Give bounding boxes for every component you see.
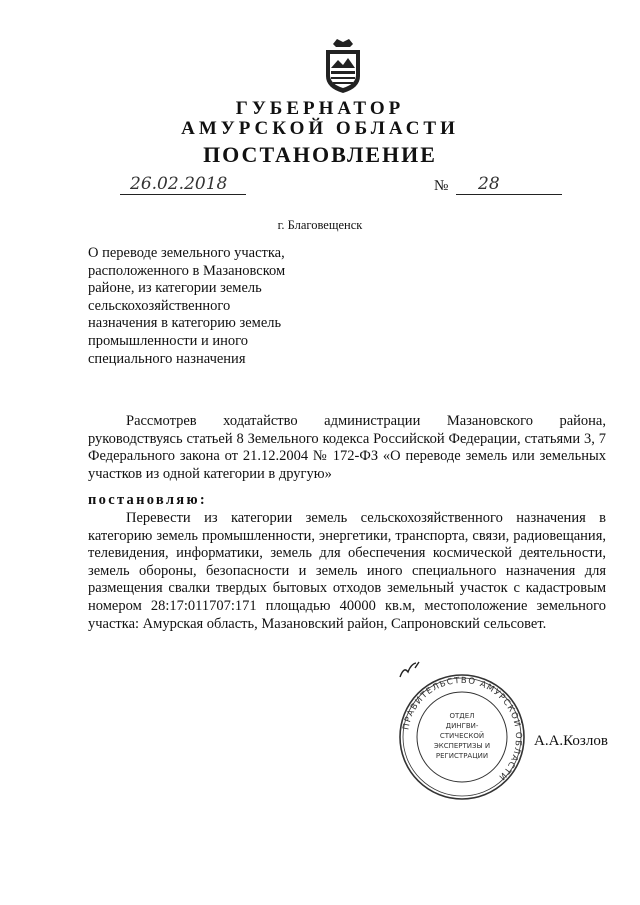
signer-name: А.А.Козлов [534, 733, 608, 749]
issuer-region: АМУРСКОЙ ОБЛАСТИ [181, 118, 459, 139]
number-label: № [434, 178, 449, 194]
official-seal-stamp [397, 672, 527, 802]
seal-line: ОТДЕЛ [449, 712, 475, 720]
document-number: 28 [456, 174, 562, 195]
seal-outer-text: ПРАВИТЕЛЬСТВО АМУРСКОЙ ОБЛАСТИ [401, 675, 524, 783]
subject-line: сельскохозяйственного [88, 297, 231, 314]
coat-of-arms-icon [322, 38, 364, 94]
city-line: г. Благовещенск [277, 218, 363, 232]
subject-line: О переводе земельного участка, [88, 245, 285, 261]
document-type: ПОСТАНОВЛЕНИЕ [203, 142, 437, 167]
preamble-paragraph: Рассмотрев ходатайство администрации Мазановского района, руководствуясь статьей 8 Земельного кодекса Российской Федерации, статьями 3, 7 Федерального закона от 21.12.2004 № 172-ФЗ «О переводе земель или земельных участков из одной категории в другую» [88, 413, 606, 482]
issuer-title: ГУБЕРНАТОР [235, 98, 405, 119]
subject-line: расположенного в Мазановском [88, 262, 286, 279]
document-subject [88, 245, 328, 368]
decision-paragraph: Перевести из категории земель сельскохозяйственного назначения в категорию земель промышленности, энергетики, транспорта, связи, радиовещания, телевидения, информатики, земель для обеспечения космической деятельности, земель обороны, безопасности и земель иного специального назначения для размещения свалки твердых бытовых отходов земельный участок с кадастровым номером 28:17:011707:171 площадью 40000 кв.м, местоположение земельного участка: Амурская область, Мазановский район, Сапроновский сельсовет. [88, 510, 606, 632]
seal-line: РЕГИСТРАЦИИ [435, 752, 489, 760]
subject-line: районе, из категории земель [88, 280, 262, 297]
document-date: 26.02.2018 [120, 174, 246, 195]
seal-line: ЭКСПЕРТИЗЫ И [433, 742, 491, 750]
subject-line: промышленности и иного [88, 332, 249, 349]
decree-word: постановляю: [88, 492, 207, 508]
subject-line: специального назначения [88, 350, 246, 367]
seal-line: ДИНГВИ- [445, 722, 479, 730]
subject-line: назначения в категорию земель [88, 315, 282, 332]
seal-line: СТИЧЕСКОЙ [439, 732, 485, 740]
